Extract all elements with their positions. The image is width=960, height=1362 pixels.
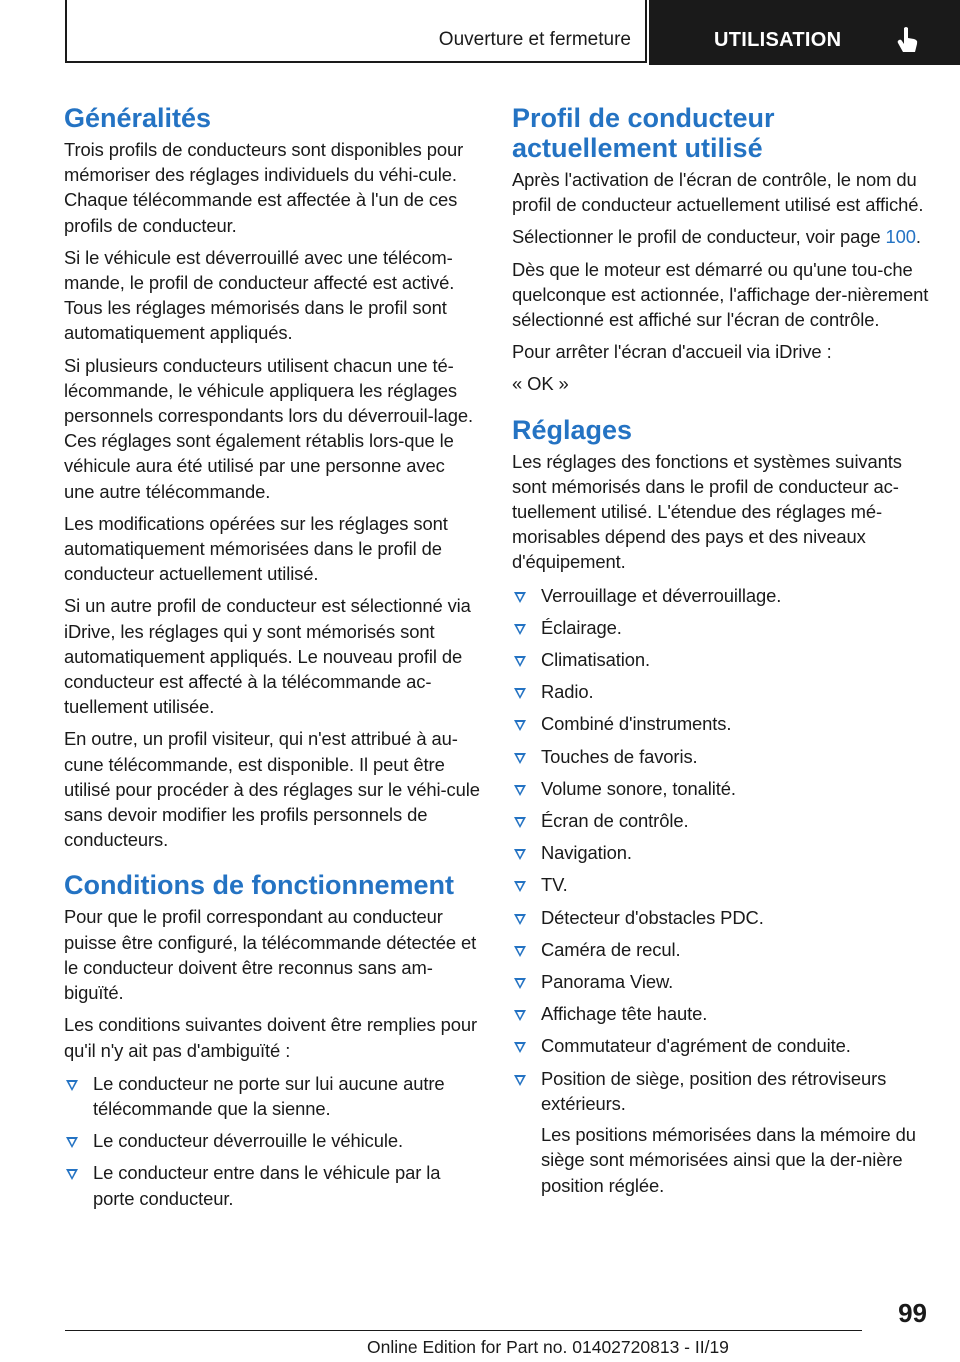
list-item-note: Les positions mémorisées dans la mémoire du siège sont mémorisées ainsi que la der-nière position réglée. [541,1124,916,1196]
list-item: Panorama View. [512,969,932,994]
list-item: Écran de contrôle. [512,808,932,833]
heading-generalites: Généralités [64,103,212,133]
bullet-triangle-icon [514,720,526,731]
bullet-triangle-icon [66,1169,78,1180]
bullet-triangle-icon [514,1075,526,1086]
paragraph: Trois profils de conducteurs sont disponibles pour mémoriser des réglages individuels du véhi-cule. Chaque télécommande est affectée à l'un de ces profils de conducteur. [64,139,464,236]
list-item: Climatisation. [512,647,932,672]
bullet-triangle-icon [514,753,526,764]
paragraph: Les réglages des fonctions et systèmes suivants sont mémorisés dans le profil de conducteur ac-tuellement utilisé. L'étendue des réglages mé-morisables dépend des pays et des niveaux d'équipement. [512,450,902,573]
list-item: Le conducteur ne porte sur lui aucune autre télécommande que la sienne. [64,1071,480,1121]
paragraph: Si un autre profil de conducteur est sélectionné via iDrive, les réglages qui y sont mémorisés sont automatiquement appliqués. Le nouveau profil de conducteur est affecté à la télécommande ac-tuellement utilisée. [64,595,471,718]
footer-divider [65,1330,862,1331]
heading-profil-actuel: Profil de conducteur actuellement utilisé [512,103,775,163]
bullet-triangle-icon [514,688,526,699]
list-item: Détecteur d'obstacles PDC. [512,905,932,930]
bullet-triangle-icon [514,1010,526,1021]
bullet-triangle-icon [514,946,526,957]
right-column [512,103,932,1205]
list-item: Navigation. [512,840,932,865]
list-item: Affichage tête haute. [512,1001,932,1026]
list-item: Verrouillage et déverrouillage. [512,583,932,608]
list-item: Le conducteur déverrouille le véhicule. [64,1128,480,1153]
bullet-triangle-icon [514,1042,526,1053]
paragraph: Les modifications opérées sur les réglages sont automatiquement mémorisées dans le profil de conducteur actuellement utilisé. [64,512,448,585]
bullet-triangle-icon [66,1137,78,1148]
paragraph: Dès que le moteur est démarré ou qu'une tou-che quelconque est actionnée, l'affichage der-nièrement sélectionné est affiché sur l'écran de contrôle. [512,258,929,331]
footer-edition: Online Edition for Part no. 01402720813 - II/19 [367,1337,729,1357]
paragraph: Les conditions suivantes doivent être remplies pour qu'il n'y ait pas d'ambiguïté : [64,1014,478,1061]
paragraph: Si plusieurs conducteurs utilisent chacun une té-lécommande, le véhicule appliquera les réglages personnels correspondants lors du déverrouil-lage. Ces réglages sont également rétablis lors-que le véhicule aura été utilisé par une personne avec une autre télécommande. [64,354,474,502]
list-item: Caméra de recul. [512,937,932,962]
page-header [65,0,960,64]
bullet-triangle-icon [514,849,526,860]
list-item: Combiné d'instruments. [512,711,932,736]
chapter-box [649,0,960,65]
list-item: Éclairage. [512,615,932,640]
heading-conditions: Conditions de fonctionnement [64,870,454,901]
paragraph: En outre, un profil visiteur, qui n'est attribué à au-cune télécommande, est disponible. Il peut être utilisé pour procéder à des réglages sur le véhi-cule sans devoir modifier les profils personnels de conducteurs. [64,728,480,851]
list-item: Commutateur d'agrément de conduite. [512,1033,932,1058]
paragraph: Sélectionner le profil de conducteur, voir page 100. [512,226,921,248]
list-item: Position de siège, position des rétroviseurs extérieurs. Les positions mémorisées dans la mémoire du siège sont mémorisées ainsi que la der-nière position réglée. [512,1066,932,1198]
paragraph: Pour que le profil correspondant au conducteur puisse être configuré, la télécommande détectée et le conducteur doivent être reconnus sans am-biguïté. [64,906,477,1004]
bullet-triangle-icon [514,785,526,796]
page-number: 99 [898,1298,927,1328]
list-item: TV. [512,872,932,897]
bullet-triangle-icon [514,624,526,635]
bullet-triangle-icon [66,1080,78,1091]
paragraph: « OK » [512,373,569,395]
list-item: Volume sonore, tonalité. [512,776,932,801]
bullet-triangle-icon [514,914,526,925]
bullet-triangle-icon [514,817,526,828]
paragraph: Pour arrêter l'écran d'accueil via iDrive : [512,341,832,363]
list-item: Le conducteur entre dans le véhicule par la porte conducteur. [64,1160,480,1210]
paragraph: Si le véhicule est déverrouillé avec une télécom-mande, le profil de conducteur affecté est activé. Tous les réglages mémorisés dans le profil sont automatiquement appliqués. [64,246,455,344]
section-box [65,0,647,63]
left-column [64,103,480,1218]
heading-reglages: Réglages [512,414,633,445]
settings-list [512,583,932,1198]
page-link[interactable]: 100 [885,226,916,248]
conditions-list [64,1071,480,1211]
section-title: Ouverture et fermeture [438,29,631,50]
bullet-triangle-icon [514,881,526,892]
chapter-title: UTILISATION [714,29,842,51]
paragraph: Après l'activation de l'écran de contrôle, le nom du profil de conducteur actuellement utilisé est affiché. [512,169,924,216]
list-item: Radio. [512,679,932,704]
bullet-triangle-icon [514,656,526,667]
list-item: Touches de favoris. [512,744,932,769]
bullet-triangle-icon [514,978,526,989]
bullet-triangle-icon [514,592,526,603]
hand-pointer-icon [895,26,921,54]
